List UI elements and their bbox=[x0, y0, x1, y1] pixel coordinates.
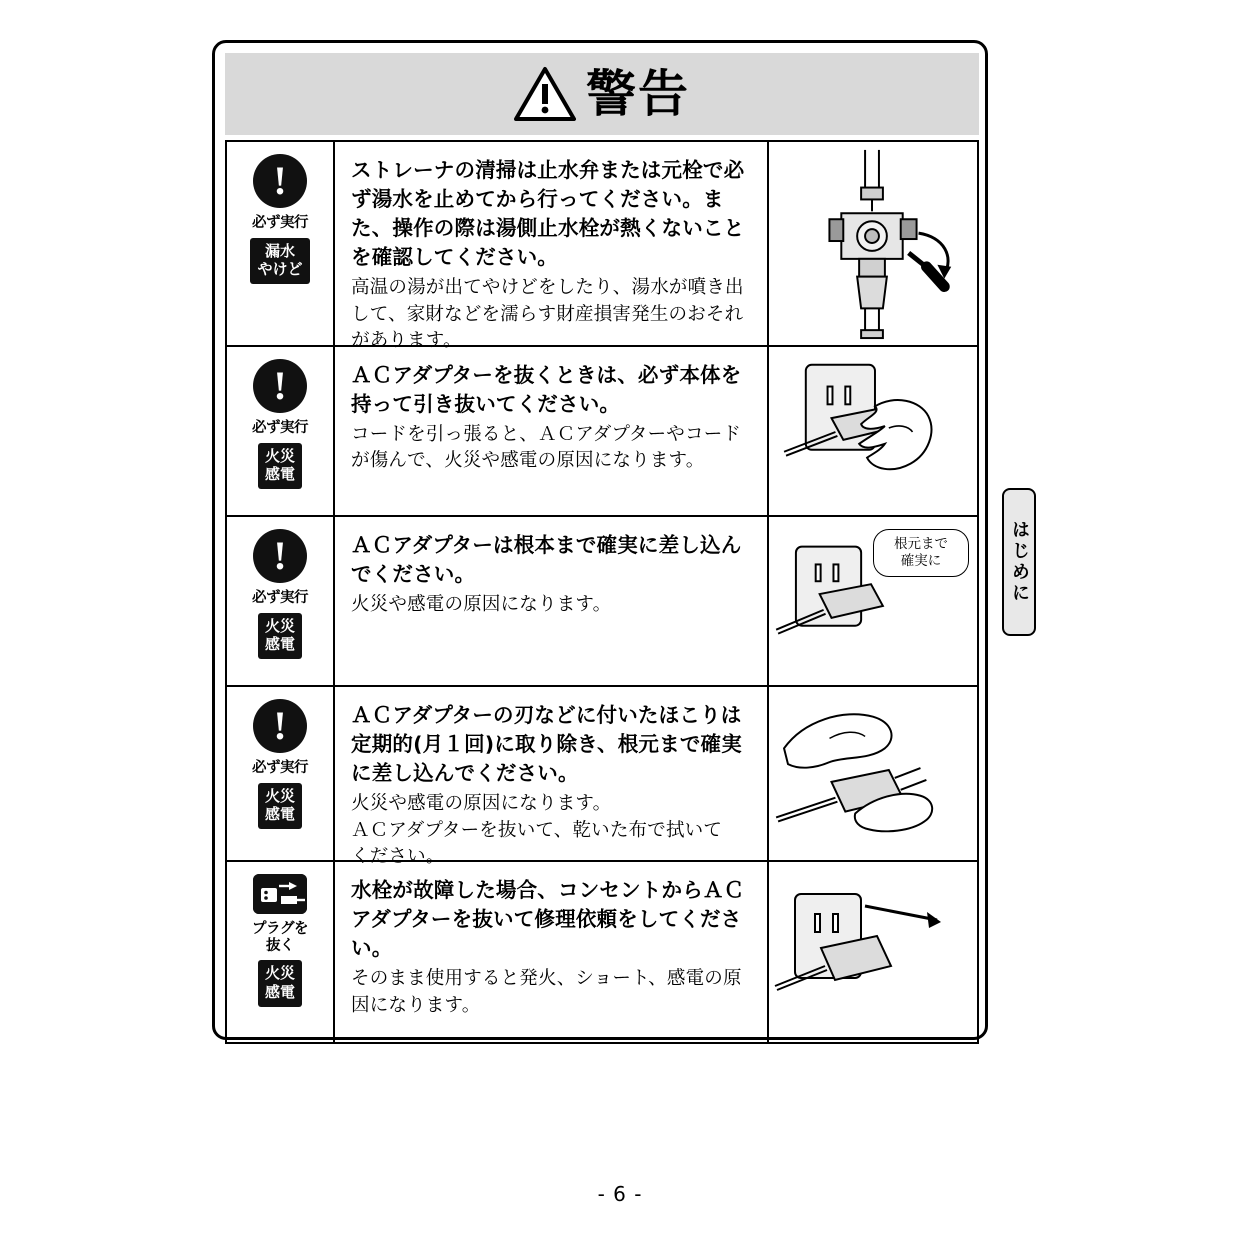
page-title: 警告 bbox=[586, 65, 690, 123]
row-text-cell bbox=[335, 347, 769, 515]
icon-caption: 必ず実行 bbox=[252, 420, 308, 436]
row-text-cell bbox=[335, 687, 769, 867]
row-figure-cell bbox=[769, 142, 977, 345]
hazard-tag bbox=[258, 783, 302, 830]
table-row bbox=[227, 862, 977, 1042]
table-row bbox=[227, 687, 977, 867]
strainer-valve-screwdriver-illustration bbox=[769, 142, 977, 345]
hazard-tag-line: 感電 bbox=[264, 635, 295, 654]
hazard-tag bbox=[258, 443, 302, 490]
hazard-tag-line: 火災 bbox=[264, 964, 295, 983]
exclamation-mark-icon: ! bbox=[253, 359, 307, 413]
row-icon-cell bbox=[227, 687, 335, 860]
section-tab-introduction[interactable] bbox=[1002, 488, 1036, 636]
table-row bbox=[227, 347, 977, 517]
unplug-icon bbox=[253, 874, 307, 914]
row-text-cell bbox=[335, 142, 769, 351]
icon-caption-line: プラグを bbox=[252, 921, 308, 937]
balloon-line: 確実に bbox=[900, 552, 942, 569]
hazard-tag-line: 感電 bbox=[264, 805, 295, 824]
callout-balloon bbox=[873, 529, 969, 577]
warning-header bbox=[225, 53, 979, 135]
row-normal-text: 高温の湯が出てやけどをしたり、湯水が噴き出して、家財などを濡らす財産損害発生のおそれがあります。 bbox=[351, 277, 744, 351]
hazard-tag-line: 火災 bbox=[264, 786, 295, 805]
exclamation-mark-icon: ! bbox=[253, 154, 307, 208]
icon-caption: 必ず実行 bbox=[252, 590, 308, 606]
row-bold-text: ＡＣアダプターの刃などに付いたほこりは定期的(月１回)に取り除き、根元まで確実に差し込んでください。 bbox=[351, 703, 742, 786]
warning-rows bbox=[225, 140, 979, 1044]
manual-page bbox=[212, 40, 988, 1040]
hazard-tag-line: 火災 bbox=[264, 446, 295, 465]
hazard-tag-line: 感電 bbox=[264, 983, 295, 1002]
row-icon-cell bbox=[227, 517, 335, 685]
row-figure-cell bbox=[769, 687, 977, 860]
row-figure-cell bbox=[769, 862, 977, 1042]
row-icon-cell bbox=[227, 142, 335, 345]
hand-wiping-adapter-prongs-illustration bbox=[769, 687, 977, 860]
row-bold-text: ＡＣアダプターは根本まで確実に差し込んでください。 bbox=[351, 533, 742, 587]
row-normal-text: そのまま使用すると発火、ショート、感電の原因になります。 bbox=[351, 968, 742, 1016]
row-text-cell bbox=[335, 517, 769, 685]
unplugging-from-outlet-illustration bbox=[769, 862, 977, 1042]
row-normal-text-line: ＡＣアダプターを抜いて、乾いた布で拭いて bbox=[351, 819, 723, 841]
page-number: - 6 - bbox=[597, 1182, 643, 1206]
row-figure-cell bbox=[769, 347, 977, 515]
row-normal-text-line: 火災や感電の原因になります。 bbox=[351, 793, 612, 815]
section-tab-label: はじめに bbox=[1009, 520, 1030, 604]
row-bold-text: 水栓が故障した場合、コンセントからＡＣアダプターを抜いて修理依頼をしてください。 bbox=[351, 878, 745, 961]
hand-pulling-ac-adapter-illustration bbox=[769, 347, 977, 515]
row-bold-text: ストレーナの清掃は止水弁または元栓で必ず湯水を止めてから行ってください。また、操作の際は湯側止水栓が熱くないことを確認してください。 bbox=[351, 158, 745, 270]
row-bold-text: ＡＣアダプターを抜くときは、必ず本体を持って引き抜いてください。 bbox=[351, 363, 742, 417]
hazard-tag-line: やけど bbox=[257, 260, 303, 279]
row-icon-cell bbox=[227, 347, 335, 515]
hazard-tag-line: 漏水 bbox=[264, 241, 295, 260]
hazard-tag bbox=[250, 238, 309, 285]
hazard-tag bbox=[258, 960, 302, 1007]
exclamation-mark-icon: ! bbox=[253, 529, 307, 583]
row-text-cell bbox=[335, 862, 769, 1042]
icon-caption-line: 抜く bbox=[266, 937, 294, 954]
row-normal-text: コードを引っ張ると、ＡＣアダプターやコードが傷んで、火災や感電の原因になります。 bbox=[351, 424, 742, 472]
table-row bbox=[227, 142, 977, 351]
row-normal-text-line: ください。 bbox=[351, 845, 445, 867]
icon-caption: 必ず実行 bbox=[252, 215, 308, 231]
row-normal-text: 火災や感電の原因になります。 bbox=[351, 594, 612, 616]
warning-triangle-icon bbox=[514, 66, 576, 122]
hazard-tag-line: 感電 bbox=[264, 465, 295, 484]
icon-caption bbox=[252, 921, 308, 954]
table-row bbox=[227, 517, 977, 687]
hazard-tag bbox=[258, 613, 302, 660]
balloon-line: 根元まで bbox=[894, 536, 948, 552]
row-figure-cell bbox=[769, 517, 977, 685]
hazard-tag-line: 火災 bbox=[264, 616, 295, 635]
ac-adapter-fully-inserted-illustration bbox=[769, 517, 977, 685]
row-icon-cell bbox=[227, 862, 335, 1042]
exclamation-mark-icon: ! bbox=[253, 699, 307, 753]
icon-caption: 必ず実行 bbox=[252, 760, 308, 776]
